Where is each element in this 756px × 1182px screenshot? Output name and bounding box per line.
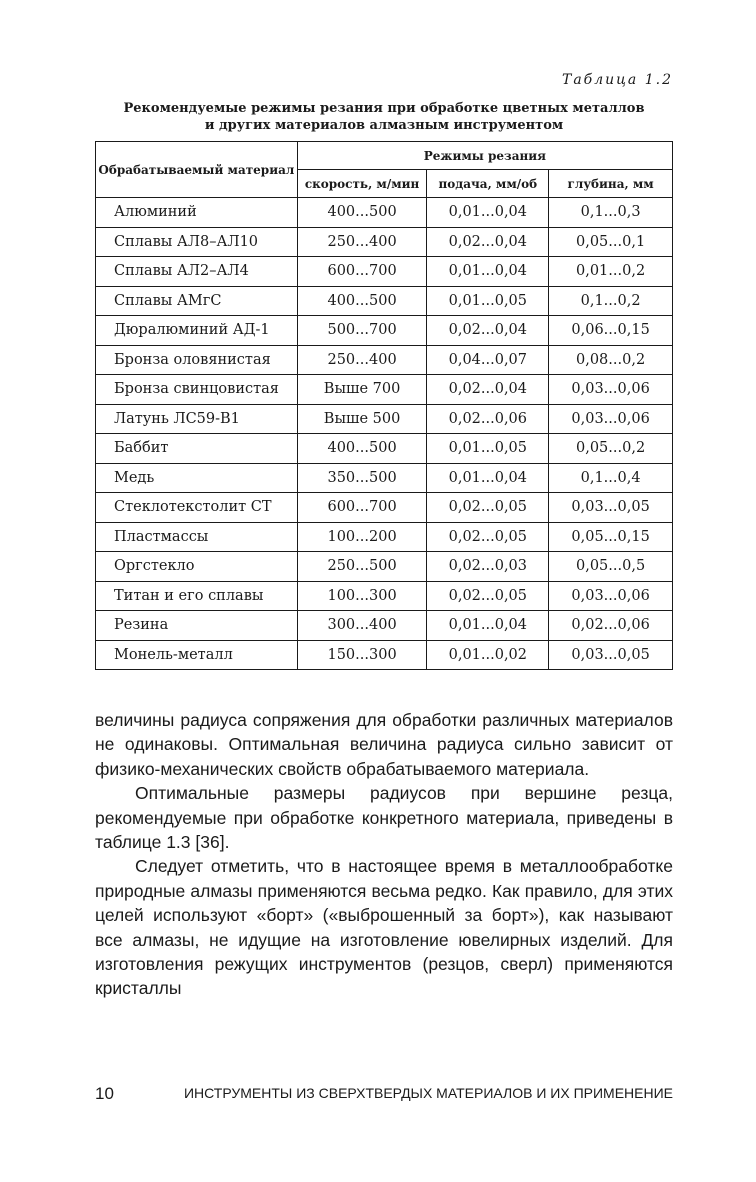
table-row — [96, 198, 673, 228]
cell-depth: 0,02...0,06 — [549, 611, 673, 641]
cell-speed: Выше 500 — [297, 404, 427, 434]
cell-depth: 0,05...0,1 — [549, 227, 673, 257]
table-row — [96, 581, 673, 611]
table-row — [96, 257, 673, 287]
cell-speed: 500...700 — [297, 316, 427, 346]
cell-feed: 0,01...0,04 — [427, 611, 549, 641]
cell-depth: 0,03...0,06 — [549, 404, 673, 434]
cell-feed: 0,01...0,04 — [427, 257, 549, 287]
cell-depth: 0,05...0,5 — [549, 552, 673, 582]
body-text — [95, 708, 673, 1001]
cell-feed: 0,01...0,02 — [427, 640, 549, 670]
cell-feed: 0,01...0,04 — [427, 463, 549, 493]
table-row — [96, 286, 673, 316]
cell-depth: 0,1...0,2 — [549, 286, 673, 316]
cell-speed: 400...500 — [297, 286, 427, 316]
cell-material: Сплавы АМгС — [96, 286, 298, 316]
running-title: ИНСТРУМЕНТЫ ИЗ СВЕРХТВЕРДЫХ МАТЕРИАЛОВ И ИХ ПРИМЕНЕНИЕ — [183, 1085, 673, 1101]
cell-material: Дюралюминий АД-1 — [96, 316, 298, 346]
cell-feed: 0,02...0,03 — [427, 552, 549, 582]
cell-depth: 0,03...0,05 — [549, 493, 673, 523]
table-row — [96, 345, 673, 375]
cell-material: Алюминий — [96, 198, 298, 228]
cell-feed: 0,01...0,05 — [427, 286, 549, 316]
cell-speed: Выше 700 — [297, 375, 427, 405]
cell-feed: 0,02...0,04 — [427, 227, 549, 257]
cell-speed: 150...300 — [297, 640, 427, 670]
table-caption-line-1: Рекомендуемые режимы резания при обработке цветных металлов — [123, 101, 645, 116]
cell-material: Баббит — [96, 434, 298, 464]
table-header — [96, 142, 673, 198]
cell-material: Оргстекло — [96, 552, 298, 582]
cell-speed: 100...200 — [297, 522, 427, 552]
table-row — [96, 375, 673, 405]
cell-material: Медь — [96, 463, 298, 493]
cell-speed: 250...400 — [297, 227, 427, 257]
cell-depth: 0,01...0,2 — [549, 257, 673, 287]
cutting-modes-table — [95, 141, 673, 670]
cell-material: Пластмассы — [96, 522, 298, 552]
table-row — [96, 611, 673, 641]
table-row — [96, 640, 673, 670]
cell-material: Титан и его сплавы — [96, 581, 298, 611]
cell-material: Сплавы АЛ2–АЛ4 — [96, 257, 298, 287]
cell-feed: 0,02...0,05 — [427, 581, 549, 611]
paragraph-2: Оптимальные размеры радиусов при вершине резца, рекомендуемые при обработке конкретного материала, приведены в таблице 1.3 [36]. — [95, 783, 673, 853]
cell-feed: 0,01...0,05 — [427, 434, 549, 464]
cell-speed: 350...500 — [297, 463, 427, 493]
page-number: 10 — [95, 1084, 114, 1103]
table-row — [96, 493, 673, 523]
cell-depth: 0,03...0,06 — [549, 581, 673, 611]
header-cutting-modes: Режимы резания — [297, 142, 672, 170]
table-row — [96, 404, 673, 434]
cell-depth: 0,1...0,4 — [549, 463, 673, 493]
table-row — [96, 463, 673, 493]
cell-depth: 0,03...0,06 — [549, 375, 673, 405]
cell-feed: 0,01...0,04 — [427, 198, 549, 228]
header-depth: глубина, мм — [549, 170, 673, 198]
paragraph-1: величины радиуса сопряжения для обработки различных материалов не одинаковы. Оптимальная величина радиуса сильно зависит от физико-механических свойств обрабатываемого материала. — [95, 710, 673, 779]
cell-feed: 0,02...0,06 — [427, 404, 549, 434]
cell-feed: 0,02...0,05 — [427, 493, 549, 523]
cell-depth: 0,03...0,05 — [549, 640, 673, 670]
paragraph-3: Следует отметить, что в настоящее время в металлообработке природные алмазы применяются весьма редко. Как правило, для этих целей используют «борт» («выброшенный за борт»), как называют все алмазы, не идущие на изготовление ювелирных изделий. Для изготовления режущих инструментов (резцов, сверл) применяются кристаллы — [95, 856, 673, 999]
cell-depth: 0,1...0,3 — [549, 198, 673, 228]
cell-material: Резина — [96, 611, 298, 641]
cell-speed: 300...400 — [297, 611, 427, 641]
cell-material: Стеклотекстолит СТ — [96, 493, 298, 523]
table-row — [96, 227, 673, 257]
header-material: Обрабатываемый материал — [96, 142, 298, 198]
cell-speed: 600...700 — [297, 257, 427, 287]
cell-depth: 0,05...0,2 — [549, 434, 673, 464]
cell-speed: 600...700 — [297, 493, 427, 523]
header-speed: скорость, м/мин — [297, 170, 427, 198]
cell-depth: 0,08...0,2 — [549, 345, 673, 375]
cell-speed: 250...500 — [297, 552, 427, 582]
table-row — [96, 522, 673, 552]
cell-feed: 0,02...0,05 — [427, 522, 549, 552]
cell-speed: 400...500 — [297, 434, 427, 464]
cell-speed: 250...400 — [297, 345, 427, 375]
cell-feed: 0,02...0,04 — [427, 375, 549, 405]
table-caption — [95, 100, 673, 134]
cell-feed: 0,04...0,07 — [427, 345, 549, 375]
cell-material: Сплавы АЛ8–АЛ10 — [96, 227, 298, 257]
cell-material: Бронза оловянистая — [96, 345, 298, 375]
cell-speed: 100...300 — [297, 581, 427, 611]
header-feed: подача, мм/об — [427, 170, 549, 198]
table-row — [96, 316, 673, 346]
table-row — [96, 434, 673, 464]
cell-material: Латунь ЛС59-В1 — [96, 404, 298, 434]
cell-speed: 400...500 — [297, 198, 427, 228]
cell-feed: 0,02...0,04 — [427, 316, 549, 346]
cell-depth: 0,05...0,15 — [549, 522, 673, 552]
table-body — [96, 198, 673, 670]
cell-material: Монель-металл — [96, 640, 298, 670]
cell-depth: 0,06...0,15 — [549, 316, 673, 346]
table-caption-line-2: и других материалов алмазным инструментом — [204, 118, 564, 133]
cell-material: Бронза свинцовистая — [96, 375, 298, 405]
table-row — [96, 552, 673, 582]
table-number: Таблица 1.2 — [562, 72, 673, 88]
